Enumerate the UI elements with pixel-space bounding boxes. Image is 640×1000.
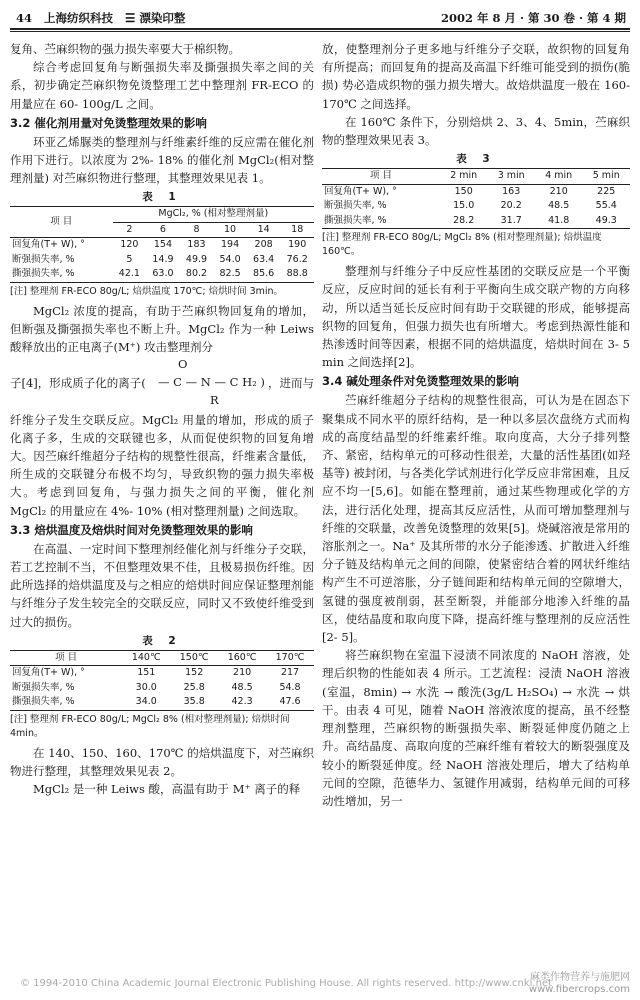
header-left [16,10,185,26]
row-label: 断强损失率, % [324,200,387,212]
cell: 35.8 [183,696,205,708]
cell: 48.5 [548,200,570,212]
cell: 76.2 [286,253,308,265]
copyright-footer [20,972,630,995]
table-col-header: 6 [146,222,180,238]
copyright-text: © 1994-2010 China Academic Journal Electronic Publishing House. All rights reserved. http://www.cnki.net [20,978,552,989]
cell: 25.8 [183,681,205,693]
table-row [10,253,314,268]
header-divider: ☰ [125,11,136,25]
cell: 28.2 [453,214,475,226]
table-group-header: MgCl₂, % (相对整理剂量) [113,207,314,223]
running-header [10,4,630,30]
cell: 49.3 [595,214,617,226]
table-col-header: 170℃ [266,650,314,666]
table-header: 项 目 [10,207,113,238]
table-row [10,695,314,710]
header-rule [10,28,630,30]
cell: 47.6 [279,696,301,708]
formula-r-group: R [210,392,219,407]
paragraph: 将苎麻织物在室温下浸渍不同浓度的 NaOH 溶液，处理后织物的性能如表 4 所示。工艺流程：浸渍 NaOH 溶液(室温，8min) → 水洗 → 酸洗(3g/L H₂SO₄) → 水洗 → 烘干。由表 4 可见，随着 NaOH 溶液浓度的提高，虽不经整理剂整理，苎麻织物的断强损失率、断裂延伸度仍随之上升。高结晶度、高取向度的苎麻纤维有着较大的断裂强度及较小的断裂延伸度。经 NaOH 溶液处理后，增大了结构单元间的空隙，范德华力、氢键作用减弱，结构单元间的可移动性增加，另一 [322,648,630,808]
cell: 49.9 [185,253,208,265]
cell: 48.5 [231,681,253,693]
row-label: 回复角(T+ W), ° [12,667,85,679]
table-3-caption: 表 3 [456,153,496,166]
formula-prefix: 子[4]，形成质子化的离子( [10,375,146,390]
table-row [10,666,314,681]
cell: 88.8 [286,268,308,280]
row-label: 断强损失率, % [12,253,75,265]
cell: 5 [126,253,133,265]
section-heading-3-4: 3.4 碱处理条件对免烫整理效果的影响 [322,374,519,389]
cell: 42.3 [231,696,253,708]
table-1-note: [注] 整理剂 FR-ECO 80g/L; 焙烘温度 170℃; 焙烘时间 3min。 [10,285,284,297]
cell: 30.0 [135,681,157,693]
cell: 54.8 [279,681,301,693]
cell: 41.8 [548,214,570,226]
cell: 190 [288,239,307,251]
table-col-header: 2 [113,222,147,238]
table-2 [10,650,314,711]
table-2-caption: 表 2 [142,634,182,647]
table-header: 项 目 [10,650,122,666]
page-number: 44 [16,11,33,25]
cell: 82.5 [219,268,241,280]
row-label: 撕强损失率, % [12,268,75,280]
formula-chain: — C — N — C H₂ ) [158,374,265,389]
table-header: 项 目 [322,169,440,185]
section-heading-3-2: 3.2 催化剂用量对免烫整理效果的影响 [10,115,207,130]
cell: 210 [233,667,252,679]
row-label: 撕强损失率, % [12,696,75,708]
cell: 183 [187,239,206,251]
left-column [10,40,314,798]
table-1 [10,206,314,283]
watermark-title: 麻类作物营养与施肥网 [530,972,630,983]
paragraph: 纤维分子发生交联反应。MgCl₂ 用量的增加，形成的质子化离子多，生成的交联键也多，从而促使织物的回复角增大。因苎麻纤维超分子结构的规整性很高，纤维素含量低，所生成的交联键分布极不均匀，导致织物的强力损失率极大。考虑到回复角，与强力损失之间的平衡，催化剂 MgCl₂ 的用量应在 4%- 10% (相对整理剂量) 之间选取。 [10,412,314,518]
paragraph: 在 140、150、160、170℃ 的焙烘温度下，对苎麻织物进行整理，其整理效果见表 2。 [10,745,314,778]
table-col-header: 5 min [582,169,630,185]
table-row [10,238,314,253]
table-col-header: 3 min [487,169,535,185]
cell: 194 [220,239,240,251]
cell: 152 [185,667,204,679]
cell: 225 [597,185,616,197]
paragraph: MgCl₂ 是一种 Leiws 酸，高温有助于 M⁺ 离子的释 [33,782,301,797]
cell: 163 [502,185,521,197]
table-col-header: 150℃ [170,650,218,666]
paragraph: 整理剂与纤维分子中反应性基团的交联反应是一个平衡反应，反应时间的延长有利于平衡向生成交联产物的方向移动，所以适当延长反应时间有助于交联键的形成，能够提高织物的回复角，但强力损失也有所增大。考虑到热源性能和热渗透时间等因素，根据不同的焙烘温度，焙烘时间在 3- 5 min 之间选择[2]。 [322,264,630,370]
cell: 120 [120,239,139,251]
cell: 42.1 [118,268,140,280]
paragraph: 环亚乙烯脲类的整理剂与纤维素纤维的反应需在催化剂作用下进行。以浓度为 2%- 18% 的催化剂 MgCl₂(相对整理剂量) 对苎麻织物进行整理，其整理效果见表 1。 [10,134,314,186]
table-col-header: 160℃ [218,650,266,666]
table-col-header: 14 [247,222,281,238]
watermark-url: www.fibercrops.com [528,984,630,995]
cell: 150 [454,185,473,197]
table-col-header: 18 [280,222,314,238]
cell: 31.7 [500,214,522,226]
paragraph: 复角、苎麻织物的强力损失率要大于棉织物。 [10,42,240,56]
column-name: 漂染印整 [139,11,186,25]
cell: 20.2 [500,200,522,212]
formula-suffix: ，进而与 [268,375,314,390]
cell: 63.4 [253,253,275,265]
paragraph: MgCl₂ 浓度的提高，有助于苎麻织物回复角的增加，但断强及撕强损失率也不断上升。MgCl₂ 作为一种 Leiws 酸释放出的正电离子(M⁺) 攻击整理剂分 [10,303,314,355]
right-column [322,40,630,810]
table-row [322,214,630,229]
row-label: 回复角(T+ W), ° [324,185,397,197]
issue-info: 2002 年 8 月 · 第 30 卷 · 第 4 期 [440,11,626,25]
journal-name: 上海纺织科技 [44,11,114,25]
paragraph: 放，使整理剂分子更多地与纤维分子交联，故织物的回复角有所提高；而回复角的提高及高温下纤维可能受到的损伤(脆损) 势必造成织物的强力损失增大。故焙烘温度一般在 160- 170℃ 之间选择。 [322,42,630,111]
watermark [529,972,630,996]
formula-oxygen: O [178,356,188,371]
table-col-header: 2 min [440,169,488,185]
cell: 154 [153,239,172,251]
table-3-note: [注] 整理剂 FR-ECO 80g/L; MgCl₂ 8% (相对整理剂量); 焙烘温度 160℃。 [322,232,602,258]
table-col-header: 8 [180,222,214,238]
paragraph: 综合考虑回复角与断强损失率及撕强损失率之间的关系，初步确定苎麻织物免烫整理工艺中整理剂 FR-ECO 的用量应在 60- 100g/L 之间。 [10,60,314,111]
cell: 85.6 [253,268,275,280]
table-col-header: 140℃ [122,650,170,666]
table-row [322,184,630,199]
chemical-formula [10,357,314,411]
row-label: 撕强损失率, % [324,214,387,226]
table-1-caption: 表 1 [142,191,182,204]
cell: 210 [549,185,568,197]
paragraph: 在 160℃ 条件下，分别焙烘 2、3、4、5min，苎麻织物的整理效果见表 3。 [322,114,630,148]
cell: 34.0 [135,696,157,708]
section-heading-3-3: 3.3 焙烘温度及焙烘时间对免烫整理效果的影响 [10,522,253,537]
paragraph: 苎麻纤维超分子结构的规整性很高，可认为是在固态下聚集成不同水平的原纤结构，是一种以多层次盘绕方式而构成的高度结晶型的纤维素纤维。取向度高，大分子排列整齐、紧密，结构单元的可移动性很差，大量的活性基团(如羟基等) 被封闭，与各类化学试剂进行化学反应非常困难，且反应不均一[5,6]。如能在整理前，通过某些物理或化学的方法，进行活化处理，提高其反应活性，从而可增加整理剂与纤维的交联量，改善免烫整理的效果[5]。烧碱溶液是常用的溶胀剂之一。Na⁺ 及其所带的水分子能渗透、扩散进入纤维分子链及结构单元之间的间隙，使紧密结合着的网状纤维结构产生不可逆溶胀，分子链间距和结构单元间的空隙增大，氢键的强度被削弱，甚至断裂，并能部分地渗入纤维的晶区，使结晶度和取向度下降，提高纤维与整理剂的反应活性[2- 5]。 [322,393,630,645]
table-row [10,681,314,696]
table-3 [322,168,630,229]
row-label: 回复角(T+ W), ° [12,239,85,251]
cell: 80.2 [185,268,208,280]
row-label: 断强损失率, % [12,681,75,693]
table-col-header: 10 [213,222,247,238]
table-row [10,267,314,282]
cell: 15.0 [453,200,475,212]
paragraph: 在高温、一定时间下整理剂经催化剂与纤维分子交联，若工艺控制不当，不但整理效果不佳，且极易损伤纤维。因此所选择的焙烘温度及与之相应的焙烘时间应保证整理剂能与纤维分子发生较完全的交联反应，同时又不致使纤维受到过大的损伤。 [10,541,314,629]
cell: 63.0 [152,268,174,280]
table-row [322,199,630,214]
cell: 208 [254,239,273,251]
cell: 54.0 [219,253,241,265]
table-2-note: [注] 整理剂 FR-ECO 80g/L; MgCl₂ 8% (相对整理剂量); 焙烘时间 4min。 [10,713,290,739]
cell: 55.4 [595,200,617,212]
cell: 217 [280,667,300,679]
header-rule-thin [10,31,630,32]
cell: 151 [137,667,156,679]
table-col-header: 4 min [535,169,583,185]
cell: 14.9 [152,253,174,265]
